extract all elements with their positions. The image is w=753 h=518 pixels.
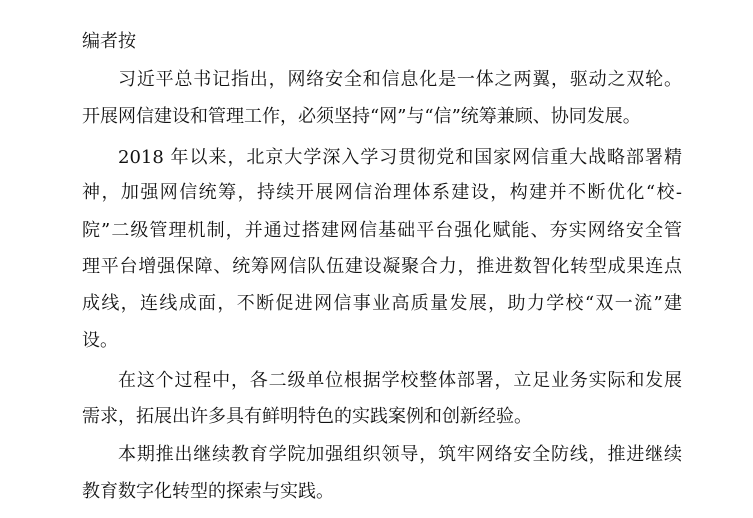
paragraph-1-line-2: 开展网信建设和管理工作，必须坚持“网”与“信”统筹兼顾、协同发展。 [82,106,641,127]
paragraph-1-line-1: 习近平总书记指出，网络安全和信息化是一体之两翼，驱动之双轮。 [118,69,682,90]
paragraph-4-line-1: 本期推出继续教育学院加强组织领导，筑牢网络安全防线，推进继续 [118,444,682,465]
paragraph-2-line-4: 理平台增强保障、统筹网信队伍建设凝聚合力，推进数智化转型成果连点 [82,256,682,277]
paragraph-2-line-2: 神，加强网信统筹，持续开展网信治理体系建设，构建并不断优化“校- [82,182,682,203]
paragraph-2-line-1: 2018 年以来，北京大学深入学习贯彻党和国家网信重大战略部署精 [118,147,682,168]
paragraph-2-line-3: 院”二级管理机制，并通过搭建网信基础平台强化赋能、夯实网络安全管 [82,220,682,241]
paragraph-3-line-2: 需求，拓展出许多具有鲜明特色的实践案例和创新经验。 [82,406,532,427]
paragraph-2-line-6: 设。 [82,330,118,351]
paragraph-2-line-5: 成线，连线成面，不断促进网信事业高质量发展，助力学校“双一流”建 [82,293,682,314]
editor-note-heading: 编者按 [82,31,136,52]
paragraph-4-line-2: 教育数字化转型的探索与实践。 [82,481,334,502]
paragraph-3-line-1: 在这个过程中，各二级单位根据学校整体部署，立足业务实际和发展 [118,370,682,391]
